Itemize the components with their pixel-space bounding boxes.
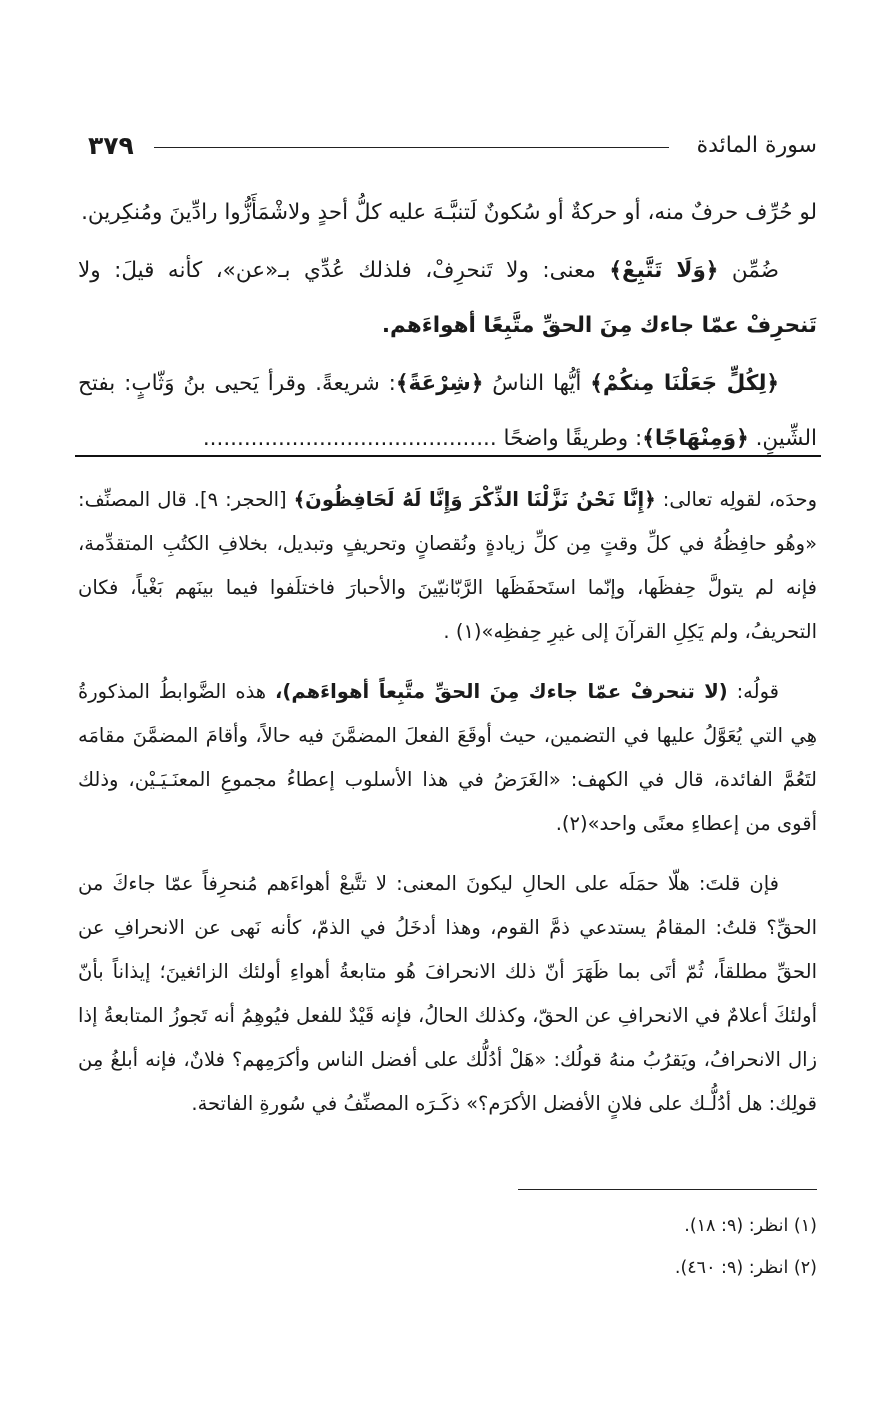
page-header	[88, 128, 817, 164]
commentary-paragraph-3	[78, 862, 817, 1126]
commentary-paragraph-1	[78, 478, 817, 654]
bold-phrase: تَنحرِفْ عمّا جاءك مِنَ الحقِّ متَّبِعًا أهواءَهم.	[381, 313, 817, 338]
main-text-span: : شريعةً. وقرأ يَحيى بنُ وَثّابٍ: بفتح الشِّينِ.	[78, 371, 817, 451]
surah-title: سورة المائدة	[696, 133, 817, 158]
footnote-2: (٢) انظر: (٩: ٤٦٠).	[674, 1258, 817, 1278]
page-number: ٣٧٩	[88, 131, 134, 160]
bold-phrase: (لا تنحرفْ عمّا جاءك مِنَ الحقِّ متَّبِعاً أهواءَهم)،	[275, 680, 728, 703]
header-rule	[154, 147, 669, 148]
section-divider	[75, 455, 821, 457]
quran-quote: ﴿شِرْعَةً﴾	[395, 371, 484, 396]
commentary-paragraph-2	[78, 670, 817, 846]
footnotes	[78, 1208, 817, 1292]
commentary-span: وحدَه، لقولِه تعالى:	[662, 488, 817, 511]
commentary-span: [الحجر: ٩]. قال المصنِّف: «وهُو حافِظُهُ في كلِّ وقتٍ مِن كلِّ زيادةٍ ونُقصانٍ وتحريفٍ وتبديل، بخلافِ الكتُبِ المتقدِّمة، فإنه لم يتولَّ حِفظَها، وإنّما استَحفَظَها الرَّبّانيّينَ والأحبارَ فاختلَفوا فيما بينَهم بَغْياً، فكان التحريفُ، ولم يَكِلِ القرآنَ إلى غيرِ حِفظِه»(١) .	[78, 488, 817, 643]
footnote-rule	[518, 1189, 817, 1190]
commentary	[78, 478, 817, 1142]
quran-quote: ﴿وَلَا تَتَّبِعْ﴾	[609, 258, 719, 283]
main-text-span: أيُّها الناسُ	[492, 371, 582, 396]
quran-quote: ﴿وَمِنْهَاجًا﴾	[642, 426, 749, 451]
quran-quote: ﴿لِكُلٍّ جَعَلْنَا مِنكُمْ﴾	[590, 371, 780, 396]
main-paragraph-2	[78, 243, 817, 353]
main-paragraph-3	[78, 356, 817, 466]
main-text-span: معنى: ولا تَنحرِفْ، فلذلك عُدِّي بـ«عن»، كأنه قيلَ: ولا	[78, 258, 596, 283]
main-text-span: : وطريقًا واضحًا ...........................................	[202, 426, 643, 451]
quran-quote: ﴿إِنَّا نَحْنُ نَزَّلْنَا الذِّكْرَ وَإِنَّا لَهُ لَحَافِظُونَ﴾	[293, 488, 656, 511]
commentary-span: هذه الضَّوابطُ المذكورةُ هِي التي يُعَوَّلُ عليها في التضمين، حيث أوقَعَ الفعلَ المضمَّنَ فيه حالاً، وأقامَ المضمَّنَ مقامَه لتَعُمَّ الفائدة، قال في الكهف: «الغَرَضُ في هذا الأسلوب إعطاءُ مجموعِ المعنَـيَـيْن، وذلك أقوى من إعطاءِ معنًى واحد»(٢).	[78, 680, 817, 835]
main-text	[78, 185, 817, 469]
main-text-span: ضُمِّن	[731, 258, 779, 283]
main-text-line: لو حُرِّف حرفٌ منه، أو حركةٌ أو سُكونٌ لَتنبَّـهَ عليه كلُّ أحدٍ ولاشْمَأَزُّوا رادِّينَ ومُنكِرين.	[81, 200, 817, 225]
commentary-span: قولُه:	[736, 680, 779, 703]
footnote-1: (١) انظر: (٩: ١٨).	[684, 1216, 817, 1236]
commentary-span: فإن قلتَ: هلّا حمَلَه على الحالِ ليكونَ المعنى: لا تتَّبعْ أهواءَهم مُنحرِفاً عمّا جاءكَ من الحقِّ؟ قلتُ: المقامُ يستدعي ذمَّ القوم، وهذا أدخَلُ في الذمّ، كأنه نَهى عن الانحرافِ عن الحقِّ مطلقاً، ثُمّ أتَى بما ظَهَرَ أنّ ذلك الانحرافَ هُو متابعةُ أهواءِ أولئك الزائغينَ؛ إيذاناً بأنّ أولئكَ أعلامٌ في الانحرافِ عن الحقّ، وكذلك الحالُ، فإنه قَيْدٌ للفعل فيُوهِمُ أنه تَجوزُ المتابعةُ إذا زال الانحرافُ، ويَقرُبُ منهُ قولُك: «هَلْ أدُلُّك على أفضل الناس وأكرَمِهم؟ فلانٌ، فإنه أبلغُ مِن قولِك: هل أدُلُّـك على فلانٍ الأفضل الأكرَم؟» ذكَـرَه المصنِّفُ في سُورةِ الفاتحة.	[78, 872, 817, 1115]
main-paragraph-1	[78, 185, 817, 240]
